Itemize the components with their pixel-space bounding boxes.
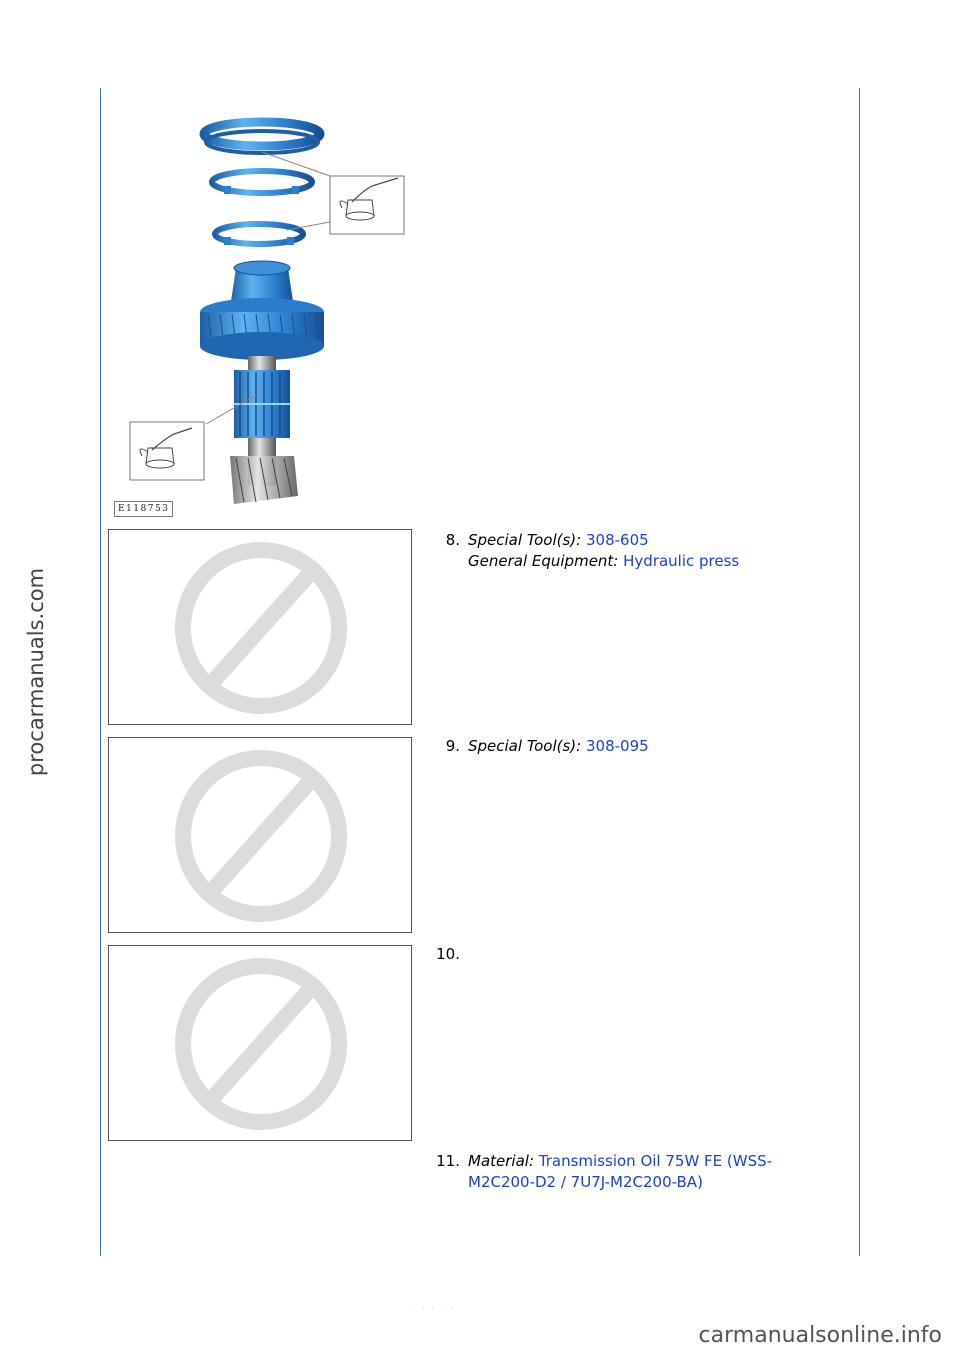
bottom-watermark: carmanualsonline.info	[698, 1323, 942, 1348]
step-label: Special Tool(s):	[468, 531, 582, 549]
step-label: Material:	[468, 1152, 534, 1170]
image-placeholder	[108, 529, 412, 725]
step-label: Special Tool(s):	[468, 737, 582, 755]
step-number: 10.	[436, 945, 460, 963]
no-image-icon	[171, 956, 351, 1132]
side-watermark: procarmanuals.com	[24, 567, 48, 777]
material-link[interactable]: Transmission Oil 75W FE (WSS-M2C200-D2 / 7U7J-M2C200-BA)	[468, 1152, 773, 1191]
no-image-icon	[171, 748, 351, 924]
figure-code: E118753	[114, 501, 173, 517]
image-placeholder	[108, 737, 412, 933]
no-image-icon	[171, 540, 351, 716]
special-tool-link[interactable]: 308-095	[586, 737, 649, 755]
image-placeholder	[108, 945, 412, 1141]
right-margin-rule	[859, 88, 860, 1256]
step-number: 9.	[445, 737, 460, 755]
shaft-assembly-illustration	[112, 112, 412, 522]
left-margin-rule	[100, 88, 101, 1256]
special-tool-link[interactable]: 308-605	[586, 531, 649, 549]
step-number: 8.	[445, 531, 460, 549]
footer-mark: · · · · ·	[412, 1304, 456, 1314]
step-number: 11.	[436, 1152, 460, 1170]
equipment-link[interactable]: Hydraulic press	[623, 552, 740, 570]
step-label: General Equipment:	[468, 552, 619, 570]
